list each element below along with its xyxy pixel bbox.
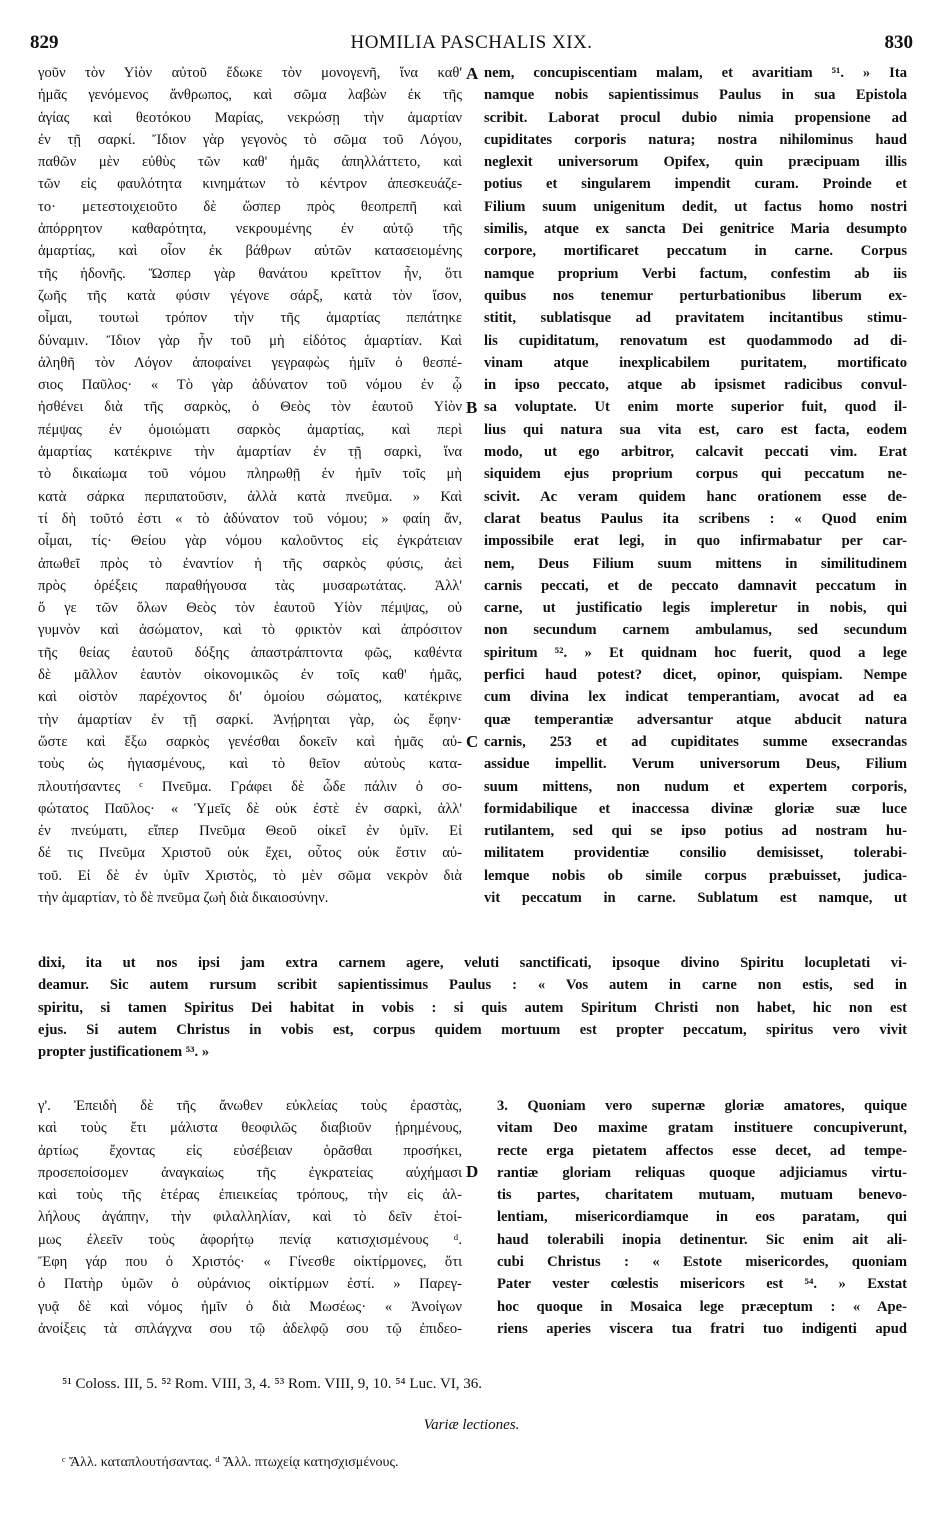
text-line: φώτατος Παῦλος· « Ὑμεῖς δὲ οὐκ ἐστὲ ἐν σαρκὶ, ἀλλ'	[38, 800, 462, 817]
variae-lectiones-heading: Variæ lectiones.	[423, 1417, 520, 1433]
text-line: λήλους ἀγάπην, τὴν φιλαλληλίαν, καὶ τὸ δεῖν ἑτοί-	[38, 1209, 462, 1226]
text-line: riens aperies viscera tua fratri tuo indigenti apud	[497, 1320, 907, 1337]
text-line: perfici haud potest? dicet, opinor, quispiam. Nempe	[484, 667, 907, 684]
margin-marker-d: D	[466, 1162, 479, 1181]
text-line: ἠσθένει διὰ τῆς σαρκὸς, ὁ Θεὸς τὸν ἑαυτοῦ Υἱὸν	[38, 399, 462, 416]
text-line: τῶν εἰς φαυλότητα κινημάτων τὸ κέντρον ἀπεσκευάζε-	[38, 176, 462, 193]
text-line: πέμψας ἐν ὁμοιώματι σαρκὸς ἁμαρτίας, καὶ περὶ	[38, 421, 462, 438]
text-line: οἶμαι, τίς· Θείου γὰρ νόμου καλοῦντος εἰς ἐγκράτειαν	[38, 533, 462, 550]
text-line: cubi Christus : « Estote misericordes, quoniam	[497, 1254, 907, 1271]
text-line: namque nobis sapientissimus Paulus in sua Epistola	[484, 87, 907, 104]
latin-column-section-3	[497, 1095, 907, 1340]
text-line: δύναμιν. Ἴδιον γὰρ ἦν τοῦ μὴ εἰδότος ἁμαρτίαν. Καὶ	[38, 332, 462, 349]
text-line: 3. Quoniam vero supernæ gloriæ amatores, quique	[497, 1098, 907, 1114]
text-line: γυμνὸν καὶ ἀσώματον, καὶ τὸ φρικτὸν καὶ ἀπρόσιτον	[38, 622, 462, 639]
text-line: μως ἐλεεῖν τοὺς ἀφορήτῳ πενίᾳ κατισχισμένους ᵈ.	[38, 1231, 462, 1248]
text-line: scribit. Laborat procul dubio nimia propensione ad	[484, 109, 907, 126]
text-line: impossibile erat legi, in quo infirmabatur per car-	[484, 533, 907, 550]
text-line: in ipso peccato, atque ab ipsismet radicibus convul-	[484, 377, 907, 394]
text-line: clarat beatus Paulus ita scribens : « Quod enim	[484, 510, 907, 527]
text-line: τί δὴ τοῦτό ἐστι « τὸ ἀδύνατον τοῦ νόμου; » φαίη ἄν,	[38, 510, 462, 527]
text-line: πρὸς ὀρέξεις παραθήγουσα τὰς μυσαρωτάτας. Ἀλλ'	[38, 577, 462, 594]
full-width-latin-text	[38, 952, 907, 1063]
footnotes: ⁵¹ Coloss. III, 5. ⁵² Rom. VIII, 3, 4. ⁵³ Rom. VIII, 9, 10. ⁵⁴ Luc. VI, 36.	[62, 1376, 483, 1392]
text-line: ὥστε καὶ ἔξω σαρκὸς γενέσθαι δοκεῖν καὶ ἡμᾶς αὐ-	[38, 733, 462, 750]
text-line: γοῦν τὸν Υἱὸν αὐτοῦ ἔδωκε τὸν μονογενῆ, ἵνα καθ'	[38, 65, 462, 81]
text-line: non secundum carnem ambulamus, sed secundum	[484, 622, 907, 639]
text-line: carnis, 253 et ad cupiditates summe exsecrandas	[484, 733, 907, 750]
text-line: δέ τις Πνεῦμα Χριστοῦ οὐκ ἔχει, οὗτος οὐκ ἔστιν αὐ-	[38, 845, 462, 862]
text-line: propter justificationem ⁵³. »	[38, 1044, 210, 1061]
text-line: sa voluptate. Ut enim morte superior fuit, quod il-	[484, 399, 907, 416]
text-line: τοὺς ὡς ἡγιασμένους, καὶ τὸ θεῖον αὐτοὺς κατα-	[38, 756, 462, 773]
text-line: ἡμᾶς γενόμενος ἄνθρωπος, καὶ σῶμα λαβὼν ἐκ τῆς	[38, 87, 462, 104]
text-line: vit peccatum in carne. Sublatum est namque, ut	[484, 889, 907, 906]
text-line: carnis peccati, et de peccato damnavit peccatum in	[484, 577, 907, 594]
text-line: οἶμαι, τουτωὶ τρόπον τὴν τῆς ἁμαρτίας πεπάτηκε	[38, 310, 462, 327]
margin-marker-c: C	[466, 732, 479, 751]
page-header	[30, 32, 913, 58]
text-line: Ἔφη γάρ που ὁ Χριστός· « Γίνεσθε οἰκτίρμονες, ὅτι	[38, 1254, 462, 1271]
latin-column	[484, 62, 907, 909]
text-line: ἁμαρτίας, καὶ οἷον ἐκ βάθρων αὐτῶν κατασειομένης	[38, 243, 462, 260]
text-line: hoc quoque in Mosaica lege præceptum : « Ape-	[497, 1298, 907, 1315]
text-line: καὶ τοὺς ἔτι μάλιστα θεοφιλῶς διαβιοῦν ᾑρημένους,	[38, 1120, 462, 1137]
text-line: cupiditates corporis natura; nostra nihilominus haud	[484, 131, 907, 148]
text-line: ἀληθῆ τὸν Λόγον ἀποφαίνει γεγραφὼς ἡμῖν ὁ θεσπέ-	[38, 354, 462, 371]
text-line: ἀπωθεῖ πρὸς τὸ ἐναντίον ἡ τῆς σαρκὸς φύσις, ἀεὶ	[38, 555, 462, 572]
text-line: stitit, sublatisque ad pravitatem incitantibus stimu-	[484, 310, 907, 327]
text-line: nem, Deus Filium suum mittens in similitudinem	[484, 555, 907, 572]
text-line: spiritum ⁵². » Et quidnam hoc fuerit, quod a lege	[484, 644, 907, 661]
text-line: τῆς θείας ἑαυτοῦ δόξης ἀπαστράπτοντα φῶς, καθέντα	[38, 644, 462, 661]
text-line: ζωῆς τῆς κατὰ φύσιν γέγονε σάρξ, κατὰ τὸν ἴσον,	[38, 287, 462, 304]
margin-marker-b: B	[466, 398, 478, 417]
text-line: formidabilique et inaccessa divinæ gloriæ suæ luce	[484, 800, 907, 817]
text-line: lemque nobis ob simile corpus præbuisset, judica-	[484, 867, 907, 884]
text-line: lius qui natura sua vita est, caro est facta, eodem	[484, 421, 907, 438]
text-line: militatem providentiæ consilio demisisset, tolerabi-	[484, 845, 907, 862]
text-line: assidue impellit. Verum universorum Deus, Filium	[484, 756, 907, 773]
text-line: παθῶν μὲν εὐθὺς τῶν καθ' ἡμᾶς ἀπηλλάττετο, καὶ	[38, 154, 462, 171]
text-line: τὸ δικαίωμα τοῦ νόμου πληρωθῇ ἐν ἡμῖν τοῖς μὴ	[38, 466, 462, 483]
text-line: haud tolerabili inopia detinentur. Sic enim ait ali-	[497, 1231, 907, 1248]
greek-column-section-3	[38, 1095, 462, 1340]
text-line: lis cupiditatum, renovatum est quodammodo ad di-	[484, 332, 907, 349]
text-line: ἀνοίξεις τὰ σπλάγχνα σου τῷ ἀδελφῷ σου τῷ ἐπιδεο-	[38, 1320, 462, 1337]
text-line: ὁ Πατὴρ ὑμῶν ὁ οὐράνιος οἰκτίρμων ἐστί. » Παρεγ-	[38, 1276, 462, 1293]
text-line: dixi, ita ut nos ipsi jam extra carnem agere, veluti sanctificati, ipsoque divino Spiritu locupletati vi-	[38, 955, 907, 971]
text-line: ἁγίας καὶ θεοτόκου Μαρίας, νεκρώσῃ τὴν ἁμαρτίαν	[38, 109, 462, 126]
text-line: suum mittens, non nudum et expertem corporis,	[484, 778, 907, 795]
text-line: siquidem ejus proprium corpus qui peccatum ne-	[484, 466, 907, 483]
text-line: γυᾷ δὲ καὶ νόμος ἡμῖν ὁ διὰ Μωσέως· « Ἀνοίγων	[38, 1298, 462, 1315]
text-line: vinam atque inexplicabilem puritatem, mortificato	[484, 354, 907, 371]
margin-marker-a: A	[466, 64, 479, 83]
text-line: γ'. Ἐπειδὴ δὲ τῆς ἄνωθεν εὐκλείας τοὺς ἐραστὰς,	[38, 1098, 462, 1114]
text-line: Filium suum unigenitum dedit, ut factus homo nostri	[484, 198, 907, 215]
text-line: deamur. Sic autem rursum scribit sapientissimus Paulus : « Vos autem in carne non estis, sed in	[38, 977, 907, 994]
running-title: HOMILIA PASCHALIS XIX.	[350, 32, 593, 53]
text-line: potius et singularem impendit curam. Proinde et	[484, 176, 907, 193]
text-line: quæ temperantiæ adversantur atque abducit natura	[484, 711, 907, 728]
text-line: το· μετεστοιχειοῦτο δὲ ὥσπερ πρὸς θεοπρεπῆ καὶ	[38, 198, 462, 215]
text-line: corpore, mortificaret peccatum in carne. Corpus	[484, 243, 907, 260]
text-line: neglexit universorum Opifex, quin præcipuam illis	[484, 154, 907, 171]
text-line: vitam Deo maxime gratam instituere concupiverunt,	[497, 1120, 907, 1137]
page-number-left: 829	[30, 32, 59, 53]
text-line: ὅ γε τῶν ὅλων Θεὸς τὸν ἑαυτοῦ Υἱὸν πέμψας, οὐ	[38, 600, 462, 617]
text-line: ejus. Si autem Christus in vobis est, corpus quidem mortuum est propter peccatum, spiritus vero vivit	[38, 1021, 907, 1038]
text-line: πλουτήσαντες ᶜ Πνεῦμα. Γράφει δὲ ὧδε πάλιν ὁ σο-	[38, 778, 462, 795]
text-line: spiritu, si tamen Spiritus Dei habitat in vobis : si quis autem Spiritum Christi non habet, hic non est	[38, 999, 907, 1016]
greek-column	[38, 62, 462, 909]
text-line: lentiam, misericordiamque in eos paratam, qui	[497, 1209, 907, 1226]
text-line: quibus nos tenemur perturbationibus liberum ex-	[484, 287, 907, 304]
text-line: rantiæ gloriam reliquas quoque adjiciamus virtu-	[497, 1164, 907, 1181]
text-line: recte erga pietatem affectos esse decet, ad tempe-	[497, 1142, 907, 1159]
text-line: ἁμαρτίας κατέκρινε τὴν ἁμαρτίαν ἐν τῇ σαρκὶ, ἵνα	[38, 444, 462, 461]
text-line: tis partes, charitatem mutuam, mutuam benevo-	[497, 1187, 907, 1204]
text-line: similis, atque ex sancta Dei genitrice Maria desumpto	[484, 221, 907, 238]
text-line: Pater vester cœlestis misericors est ⁵⁴. » Exstat	[497, 1276, 907, 1293]
page-number-right: 830	[884, 32, 913, 53]
variae-lectiones-note: ᶜ Ἄλλ. καταπλουτήσαντας. ᵈ Ἄλλ. πτωχείᾳ κατησχισμένους.	[62, 1455, 399, 1470]
text-line: carne, ut justificatio legis impleretur in nobis, qui	[484, 600, 907, 617]
text-line: ἐν τῇ σαρκί. Ἴδιον γὰρ γεγονὸς τὸ σῶμα τοῦ Λόγου,	[38, 131, 462, 148]
text-line: προσεποίσομεν ἀναγκαίως τῆς ἐγκρατείας αὐχήμασι	[38, 1164, 462, 1181]
text-line: nem, concupiscentiam malam, et avaritiam ⁵¹. » Ita	[484, 65, 907, 81]
text-line: τοῦ. Εἰ δὲ ἐν ὑμῖν Χριστὸς, τὸ μὲν σῶμα νεκρὸν διὰ	[38, 867, 462, 884]
text-line: ἀπόρρητον καθαρότητα, νεκρουμένης ἐν αὐτῷ τῆς	[38, 221, 462, 238]
text-line: cum divina lex indicat temperantiam, avocat ad ea	[484, 689, 907, 706]
text-line: τὴν ἁμαρτίαν, τὸ δὲ πνεῦμα ζωὴ διὰ δικαιοσύνην.	[38, 889, 329, 906]
text-line: scivit. Ac veram quidem hanc orationem esse de-	[484, 488, 907, 505]
text-line: δὲ μᾶλλον ἑαυτὸν οἰκονομικῶς ἐν τοῖς καθ' ἡμᾶς,	[38, 667, 462, 684]
text-line: rutilantem, sed qui se ipso potius ad nostram hu-	[484, 823, 907, 840]
text-line: ἐν πνεύματι, εἴπερ Πνεῦμα Θεοῦ οἰκεῖ ἐν ὑμῖν. Εἰ	[38, 823, 462, 840]
text-line: τῆς ἡδονῆς. Ὥσπερ γὰρ θανάτου κρεῖττον ἦν, ὅτι	[38, 265, 462, 282]
text-line: ἀρτίως ἔχοντας εἰς εὐσέβειαν ὁρᾶσθαι προσήκει,	[38, 1142, 462, 1159]
text-line: καὶ τοὺς τῆς ἑτέρας ἐπιεικείας τρόπους, τὴν εἰς ἀλ-	[38, 1187, 462, 1204]
text-line: σιος Παῦλος· « Τὸ γὰρ ἀδύνατον τοῦ νόμου ἐν ᾧ	[38, 377, 462, 394]
text-line: κατὰ σάρκα περιπατοῦσιν, ἀλλὰ κατὰ πνεῦμα. » Καὶ	[38, 488, 462, 505]
text-line: modo, ut ego arbitror, calcavit peccati vim. Erat	[484, 444, 907, 461]
text-line: namque proprium Verbi factum, confestim ab iis	[484, 265, 907, 282]
text-line: καὶ οἱστὸν παρέχοντος δι' ὁμοίου σώματος, κατέκρινε	[38, 689, 462, 706]
text-line: τὴν ἁμαρτίαν ἐν τῇ σαρκί. Ἀνῄρηται γὰρ, ὡς ἔφην·	[38, 711, 462, 728]
